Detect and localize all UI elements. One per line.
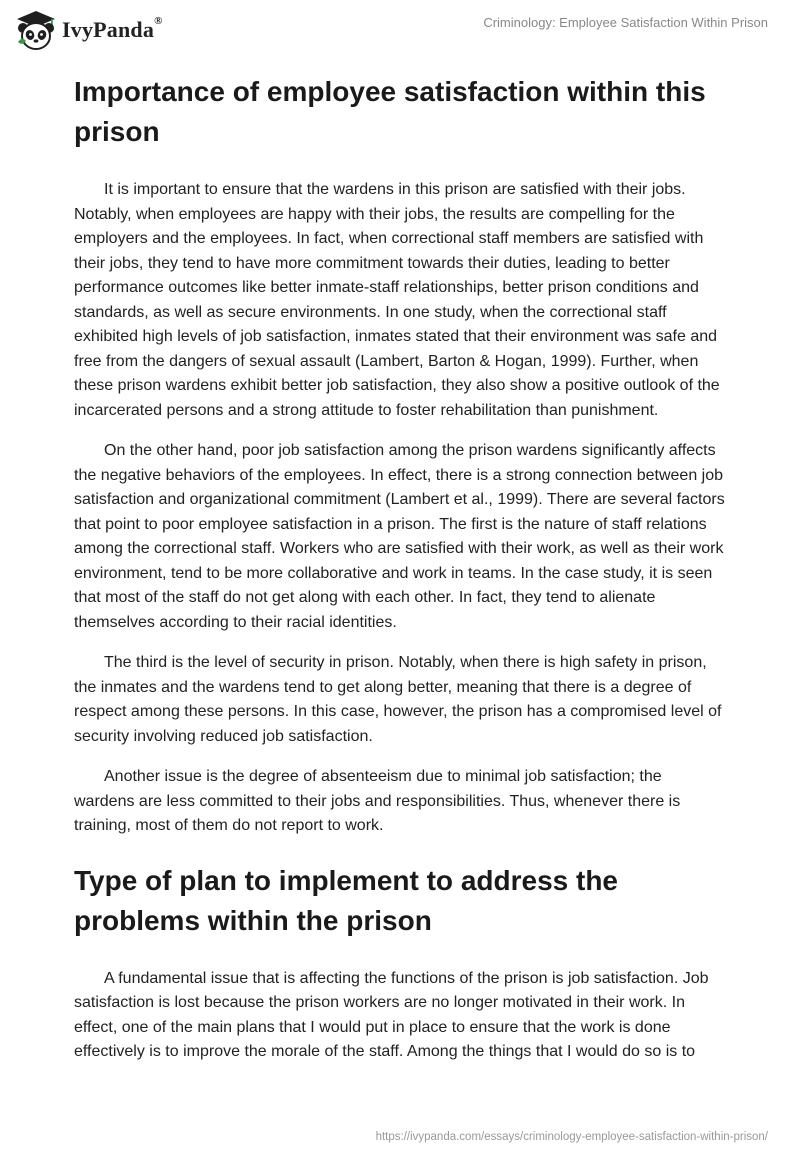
paragraph: Another issue is the degree of absenteeism due to minimal job satisfaction; the wardens are less committed to their jobs and responsibilities. Thus, whenever there is training, most of them do not report to work. bbox=[74, 768, 681, 834]
brand-logo[interactable] bbox=[14, 8, 163, 52]
paragraph: The third is the level of security in prison. Notably, when there is high safety in prison, the inmates and the wardens tend to get along better, meaning that there is a degree of respect among these persons. In this case, however, the prison has a compromised level of security involving reduced job satisfaction. bbox=[74, 654, 722, 745]
paragraph: On the other hand, poor job satisfaction among the prison wardens significantly affects the negative behaviors of the employees. In effect, there is a strong connection between job satisfaction and organizational commitment (Lambert et al., 1999). There are several factors that point to poor employee satisfaction in a prison. The first is the nature of staff relations among the correctional staff. Workers who are satisfied with their work, as well as their work environment, tend to be more collaborative and work in teams. In the case study, it is seen that most of the staff do not get along with each other. In fact, they tend to alienate themselves according to their racial identities. bbox=[74, 442, 725, 631]
paragraph: It is important to ensure that the wardens in this prison are satisfied with their jobs. Notably, when employees are happy with their jobs, the results are compelling for the employers and the employees. In fact, when correctional staff members are satisfied with their jobs, they tend to have more commitment towards their duties, leading to better performance outcomes like better inmate-staff relationships, better prison conditions and standards, as well as secure environments. In one study, when the correctional staff exhibited high levels of job satisfaction, inmates stated that their environment was safe and free from the dangers of sexual assault (Lambert, Barton & Hogan, 1999). Further, when these prison wardens exhibit better job satisfaction, they also show a positive outlook of the incarcerated persons and a strong attitude to foster rehabilitation than punishment. bbox=[74, 181, 720, 419]
panda-graduate-icon bbox=[14, 8, 58, 52]
paragraph: A fundamental issue that is affecting the functions of the prison is job satisfaction. Job satisfaction is lost because the prison workers are no longer motivated in their work. In effect, one of the main plans that I would put in place to ensure that the work is done effectively is to improve the morale of the staff. Among the things that I would do so is to bbox=[74, 969, 709, 1060]
source-url-link[interactable]: https://ivypanda.com/essays/criminology-employee-satisfaction-within-prison/ bbox=[375, 1131, 768, 1143]
page-header bbox=[0, 0, 800, 60]
section-heading-importance: Importance of employee satisfaction within this prison bbox=[74, 76, 706, 147]
brand-name: IvyPanda® bbox=[62, 15, 163, 42]
trademark-symbol: ® bbox=[154, 15, 163, 27]
section-heading-plan: Type of plan to implement to address the problems within the prison bbox=[74, 864, 618, 936]
essay-content bbox=[74, 72, 726, 1065]
running-title: Criminology: Employee Satisfaction Within Prison bbox=[483, 15, 768, 30]
